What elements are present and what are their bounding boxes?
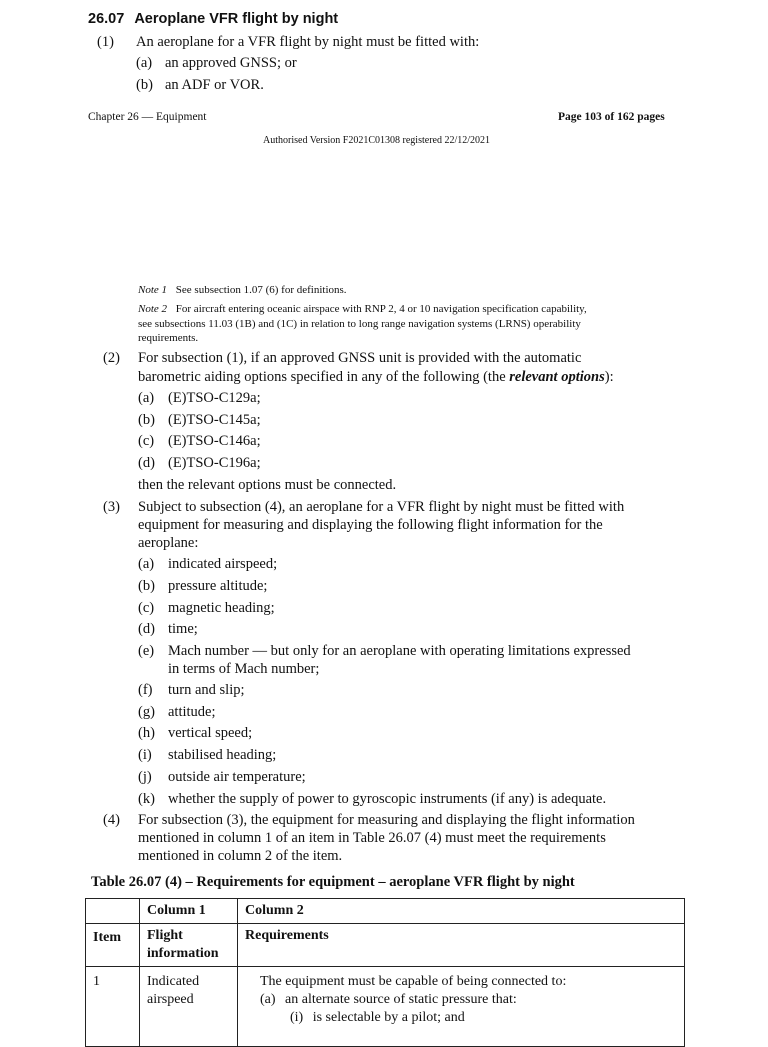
section-title: Aeroplane VFR flight by night bbox=[134, 11, 339, 27]
table-column-1-header: Column 1 bbox=[140, 899, 238, 924]
footer-version: Authorised Version F2021C01308 registered 22/12/2021 bbox=[263, 135, 491, 146]
table-column-2-header: Column 2 bbox=[238, 899, 685, 924]
subsection-1-item-b: an ADF or VOR. bbox=[165, 77, 264, 93]
subsection-2-item-c-label: (c) bbox=[138, 433, 155, 449]
subsection-1-item-a-label: (a) bbox=[136, 55, 153, 71]
table-row bbox=[86, 967, 685, 1047]
subsection-3-item-h-label: (h) bbox=[138, 725, 155, 741]
table-header-flight-information-line-1: Flight bbox=[147, 928, 183, 943]
table-header-row bbox=[86, 924, 685, 967]
note-1-text: See subsection 1.07 (6) for definitions. bbox=[175, 284, 347, 296]
table-header-flight-information-line-2: information bbox=[147, 946, 219, 961]
subsection-2-item-a: (E)TSO-C129a; bbox=[168, 390, 261, 406]
table-row-1-req-a-text: an alternate source of static pressure that: bbox=[285, 992, 517, 1007]
subsection-3-item-i-label: (i) bbox=[138, 747, 152, 763]
subsection-2-item-b-label: (b) bbox=[138, 412, 155, 428]
subsection-3-line-2: equipment for measuring and displaying the following flight information for the bbox=[138, 517, 603, 533]
subsection-2-line-2 bbox=[138, 368, 614, 387]
section-number: 26.07 bbox=[88, 11, 125, 27]
section-heading bbox=[88, 11, 338, 27]
subsection-2-item-d: (E)TSO-C196a; bbox=[168, 455, 261, 471]
subsection-3-item-d-label: (d) bbox=[138, 621, 155, 637]
table-row-1-req-a-label: (a) bbox=[260, 992, 276, 1007]
subsection-3-item-a-label: (a) bbox=[138, 556, 155, 572]
subsection-2-line-2-pre: barometric aiding options specified in any of the following (the bbox=[138, 369, 510, 385]
subsection-2-item-d-label: (d) bbox=[138, 455, 155, 471]
subsection-1-text: An aeroplane for a VFR flight by night must be fitted with: bbox=[136, 34, 480, 50]
subsection-3-item-g: attitude; bbox=[168, 704, 216, 720]
note-2-text-line-3: requirements. bbox=[138, 332, 199, 344]
subsection-1-number: (1) bbox=[97, 34, 114, 50]
table-header-requirements: Requirements bbox=[238, 924, 685, 967]
subsection-3-item-c: magnetic heading; bbox=[168, 600, 275, 616]
subsection-3-item-f: turn and slip; bbox=[168, 682, 245, 698]
note-2 bbox=[138, 302, 587, 316]
subsection-2-item-b: (E)TSO-C145a; bbox=[168, 412, 261, 428]
table-cell-empty bbox=[86, 899, 140, 924]
subsection-2-line-2-post: ): bbox=[604, 369, 614, 385]
note-1 bbox=[138, 283, 347, 297]
subsection-3-item-c-label: (c) bbox=[138, 600, 155, 616]
subsection-3-item-g-label: (g) bbox=[138, 704, 155, 720]
table-column-row bbox=[86, 899, 685, 924]
subsection-2-item-c: (E)TSO-C146a; bbox=[168, 433, 261, 449]
subsection-1-item-a: an approved GNSS; or bbox=[165, 55, 297, 71]
subsection-4-line-2: mentioned in column 1 of an item in Table 26.07 (4) must meet the requirements bbox=[138, 830, 606, 846]
subsection-3-item-j-label: (j) bbox=[138, 769, 152, 785]
subsection-2-number: (2) bbox=[103, 350, 120, 366]
subsection-3-item-d: time; bbox=[168, 621, 198, 637]
subsection-3-item-j: outside air temperature; bbox=[168, 769, 306, 785]
table-row-1-req-a-i bbox=[260, 1009, 677, 1027]
note-1-label: Note 1 bbox=[138, 284, 168, 296]
relevant-options-term: relevant options bbox=[509, 369, 605, 385]
subsection-2-after: then the relevant options must be connected. bbox=[138, 477, 397, 493]
subsection-3-item-f-label: (f) bbox=[138, 682, 153, 698]
table-row-1-req-a-i-text: is selectable by a pilot; and bbox=[312, 1010, 465, 1025]
subsection-3-number: (3) bbox=[103, 499, 120, 515]
note-2-text-line-1: For aircraft entering oceanic airspace with RNP 2, 4 or 10 navigation specification capability, bbox=[175, 303, 587, 315]
subsection-3-item-h: vertical speed; bbox=[168, 725, 253, 741]
table-row-1-item: 1 bbox=[86, 967, 140, 1047]
table-header-flight-information bbox=[140, 924, 238, 967]
subsection-3-item-b-label: (b) bbox=[138, 578, 155, 594]
subsection-1-item-b-label: (b) bbox=[136, 77, 153, 93]
subsection-4-number: (4) bbox=[103, 812, 120, 828]
table-row-1-requirements bbox=[238, 967, 685, 1047]
note-2-text-line-2: see subsections 11.03 (1B) and (1C) in relation to long range navigation systems (LRNS) operability bbox=[138, 318, 581, 330]
table-row-1-flight-information-line-2: airspeed bbox=[147, 992, 194, 1007]
table-row-1-flight-information bbox=[140, 967, 238, 1047]
table-row-1-req-line: The equipment must be capable of being connected to: bbox=[260, 974, 567, 989]
subsection-3-item-k: whether the supply of power to gyroscopic instruments (if any) is adequate. bbox=[168, 791, 607, 807]
table-caption: Table 26.07 (4) – Requirements for equipment – aeroplane VFR flight by night bbox=[91, 874, 575, 890]
subsection-3-item-i: stabilised heading; bbox=[168, 747, 277, 763]
footer-chapter: Chapter 26 — Equipment bbox=[88, 111, 207, 123]
subsection-2-item-a-label: (a) bbox=[138, 390, 155, 406]
requirements-table bbox=[85, 898, 685, 1047]
subsection-4-line-1: For subsection (3), the equipment for measuring and displaying the flight information bbox=[138, 812, 635, 828]
note-2-label: Note 2 bbox=[138, 303, 168, 315]
subsection-3-item-e-cont: in terms of Mach number; bbox=[168, 661, 320, 677]
table-row-1-flight-information-line-1: Indicated bbox=[147, 974, 200, 989]
subsection-3-item-a: indicated airspeed; bbox=[168, 556, 278, 572]
subsection-3-line-1: Subject to subsection (4), an aeroplane for a VFR flight by night must be fitted with bbox=[138, 499, 625, 515]
table-header-item: Item bbox=[86, 924, 140, 967]
subsection-3-item-b: pressure altitude; bbox=[168, 578, 268, 594]
table-row-1-req-a-i-label: (i) bbox=[290, 1010, 304, 1025]
subsection-3-item-e: Mach number — but only for an aeroplane with operating limitations expressed bbox=[168, 643, 631, 659]
subsection-3-line-3: aeroplane: bbox=[138, 535, 199, 551]
table-row-1-req-a bbox=[260, 991, 677, 1009]
subsection-2-line-1: For subsection (1), if an approved GNSS unit is provided with the automatic bbox=[138, 350, 582, 366]
footer-page: Page 103 of 162 pages bbox=[558, 111, 665, 123]
subsection-3-item-k-label: (k) bbox=[138, 791, 155, 807]
subsection-3-item-e-label: (e) bbox=[138, 643, 155, 659]
subsection-4-line-3: mentioned in column 2 of the item. bbox=[138, 848, 343, 864]
